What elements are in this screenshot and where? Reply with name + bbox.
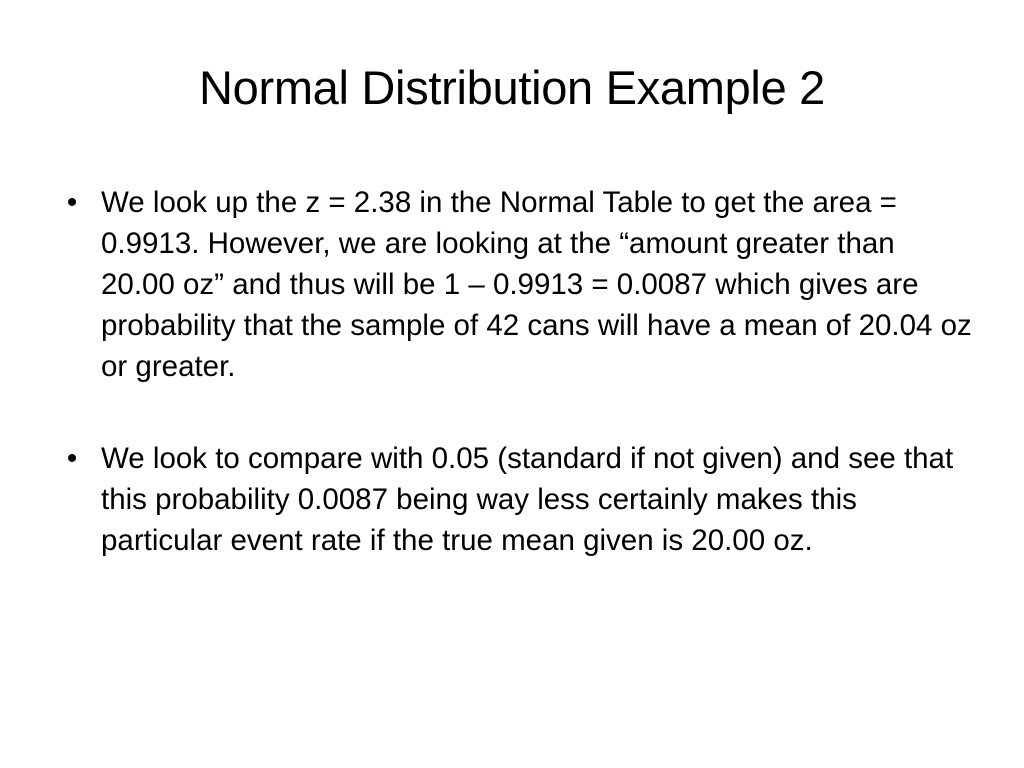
bullet-icon: •: [66, 442, 78, 475]
bullet-icon: •: [66, 186, 78, 219]
bullet-item: [58, 182, 973, 387]
bullet-item: [58, 438, 973, 561]
bullet-list: [58, 182, 973, 612]
slide-title: Normal Distribution Example 2: [198, 61, 826, 114]
bullet-text: We look up the z = 2.38 in the Normal Table to get the area = 0.9913. However, we are looking at the “amount greater than 20.00 oz” and thus will be 1 – 0.9913 = 0.0087 which gives are probability that the sample of 42 cans will have a mean of 20.04 oz or greater.: [101, 186, 972, 383]
bullet-text: We look to compare with 0.05 (standard if not given) and see that this probability 0.0087 being way less certainly makes this particular event rate if the true mean given is 20.00 oz.: [101, 442, 954, 557]
